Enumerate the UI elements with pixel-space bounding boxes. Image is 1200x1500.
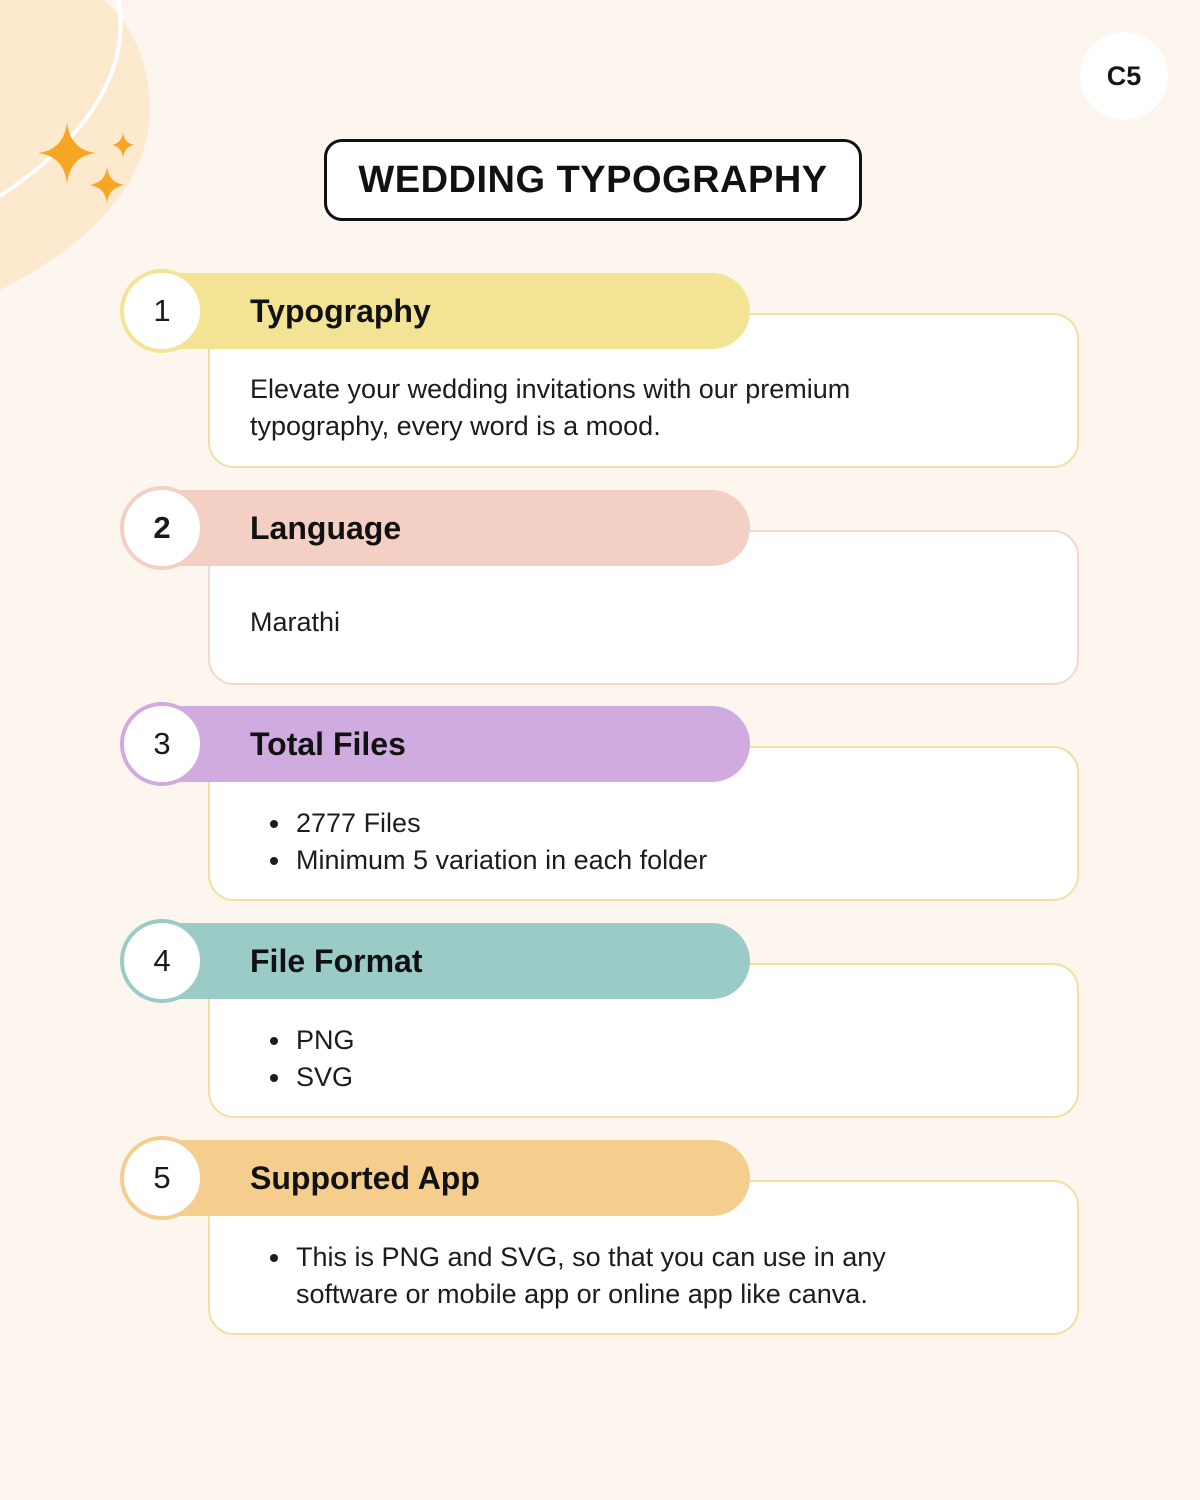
body-line: typography, every word is a mood. bbox=[250, 411, 661, 441]
bullet-item: 2777 Files bbox=[250, 805, 1050, 842]
section-body bbox=[250, 1022, 1050, 1096]
section-heading: Supported App bbox=[250, 1160, 480, 1196]
section-number: 1 bbox=[120, 269, 204, 353]
corner-decoration bbox=[0, 0, 220, 300]
section-supported-app bbox=[0, 1140, 1200, 1340]
bullet-line: software or mobile app or online app like canva. bbox=[296, 1279, 868, 1309]
section-heading: Total Files bbox=[250, 726, 406, 762]
bullet-line: This is PNG and SVG, so that you can use in any bbox=[296, 1242, 886, 1272]
section-number: 4 bbox=[120, 919, 204, 1003]
body-line: Marathi bbox=[250, 607, 341, 637]
bullet-item bbox=[250, 1239, 1050, 1313]
section-number: 5 bbox=[120, 1136, 204, 1220]
page-badge: C5 bbox=[1080, 32, 1168, 120]
section-typography bbox=[0, 273, 1200, 473]
bullet-item: Minimum 5 variation in each folder bbox=[250, 842, 1050, 879]
bullet-item: PNG bbox=[250, 1022, 1050, 1059]
body-line: Elevate your wedding invitations with our premium bbox=[250, 374, 851, 404]
section-heading: Typography bbox=[250, 293, 431, 329]
section-body bbox=[250, 371, 1050, 445]
section-heading: Language bbox=[250, 510, 402, 546]
page-title: WEDDING TYPOGRAPHY bbox=[324, 139, 862, 221]
section-file-format bbox=[0, 923, 1200, 1123]
section-number: 2 bbox=[120, 486, 204, 570]
section-body bbox=[250, 604, 1050, 641]
section-body bbox=[250, 1239, 1050, 1313]
section-number: 3 bbox=[120, 702, 204, 786]
section-total-files bbox=[0, 706, 1200, 906]
section-language bbox=[0, 490, 1200, 690]
section-heading: File Format bbox=[250, 943, 423, 979]
section-body bbox=[250, 805, 1050, 879]
bullet-item: SVG bbox=[250, 1059, 1050, 1096]
